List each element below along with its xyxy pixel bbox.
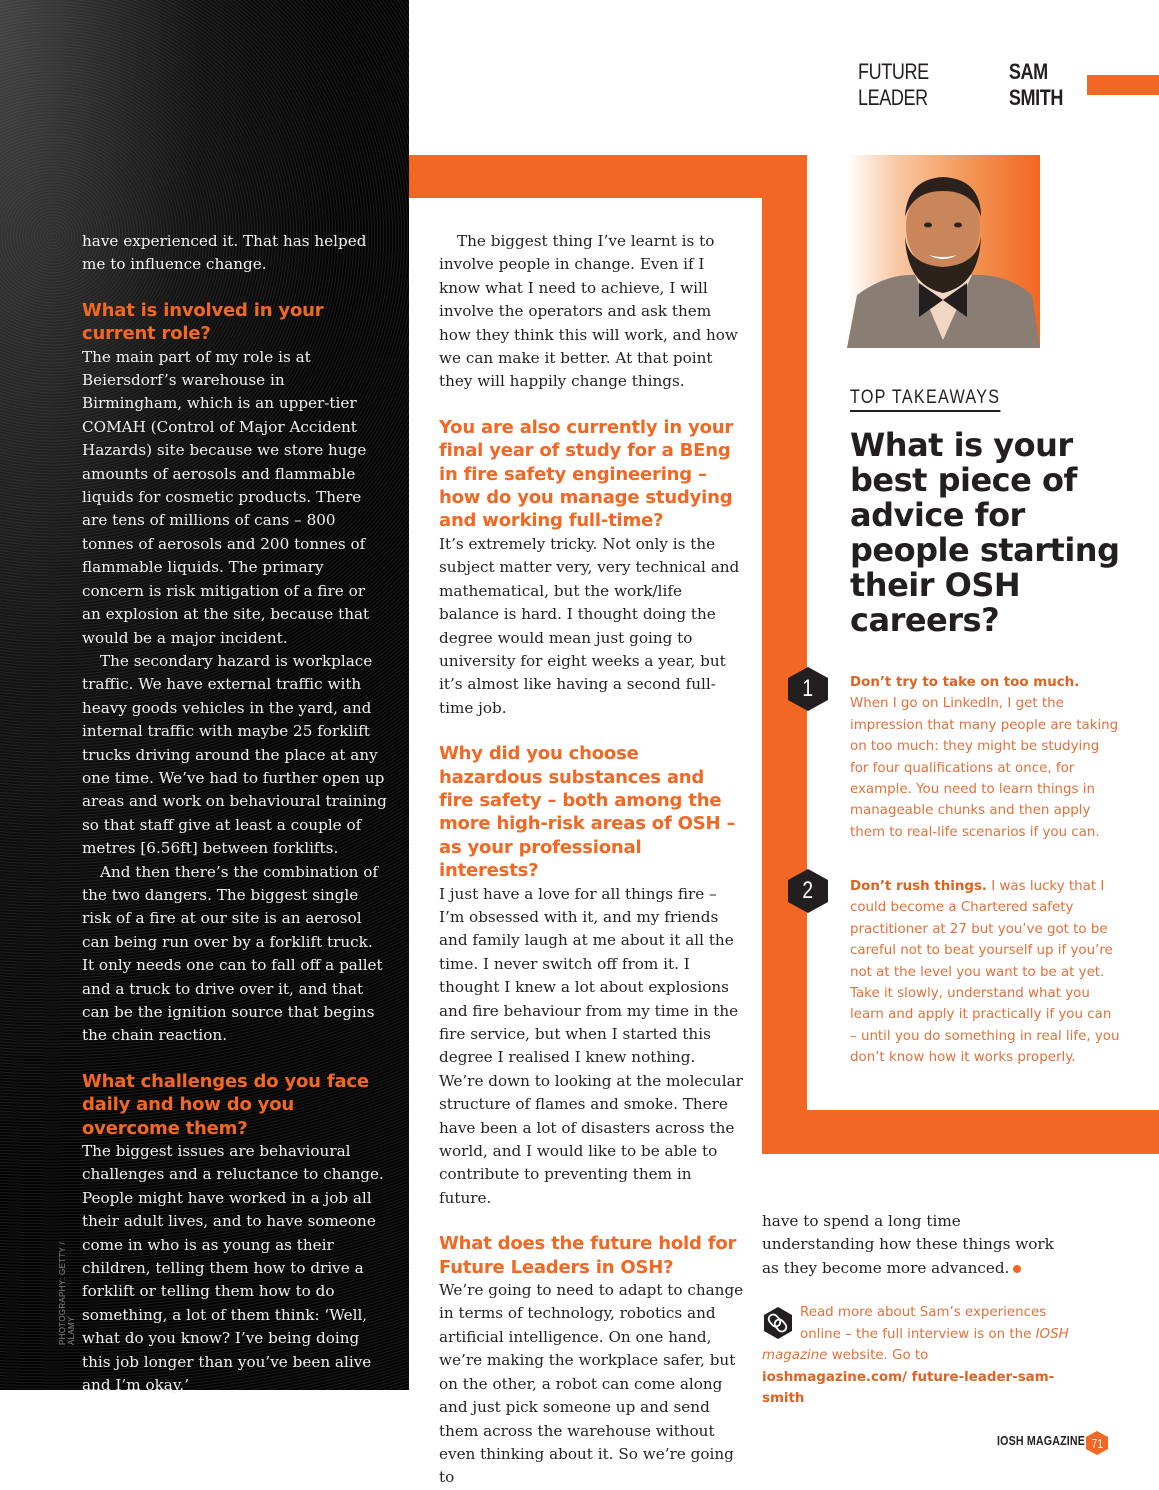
photo-credit: PHOTOGRAPHY: GETTY / ALAMY (58, 1241, 76, 1345)
section-label: FUTURE LEADER (858, 59, 929, 110)
answer-paragraph: We’re going to need to adapt to change in terms of technology, robotics and artificial intelligence. On one hand, we’re making the workplace safer, but on the other, a robot can come along and just pick someone up and send them across the warehouse without even thinking about it. So we’re going to (439, 1281, 744, 1487)
question-heading: What challenges do you face daily and how do you overcome them? (82, 1070, 369, 1139)
subject-name: SAM SMITH (1008, 59, 1063, 110)
person-portrait-icon (847, 155, 1040, 348)
running-head (858, 59, 1105, 110)
orange-frame-leg (762, 155, 807, 1154)
link-icon (762, 1306, 794, 1340)
intro-paragraph: have experienced it. That has helped me to influence change. (82, 232, 367, 274)
answer-paragraph: The biggest thing I’ve learnt is to involve people in change. Even if I know what I need to achieve, I will involve the operators and ask them how they think this will work, and how we can make it better. At that point they will happily change things. (439, 232, 738, 391)
tip-item (850, 672, 1120, 843)
page-number-badge: 71 (1085, 1430, 1109, 1456)
question-heading: You are also currently in your final year of study for a BEng in fire safety engineering – how do you manage studying and working full-time? (439, 416, 734, 532)
publication-name: IOSH MAGAZINE (997, 1433, 1086, 1448)
tip-body: When I go on LinkedIn, I get the impression that many people are taking on too much: they might be studying for four qualifications at once, for example. You need to learn things in manageable chunks and then apply them to real-life scenarios if you can. (850, 696, 1119, 840)
answer-paragraph: The main part of my role is at Beiersdorf’s warehouse in Birmingham, which is an upper-tier COMAH (Control of Major Accident Hazards) site because we store huge amounts of aerosols and flammable liquids for cosmetic products. There are tens of millions of cans – 800 tonnes of aerosols and 200 tonnes of flammable liquids. The primary concern is risk mitigation of a fire or an explosion at the site, because that would be a major incident. (82, 347, 370, 647)
orange-frame-bottom (762, 1110, 1159, 1154)
article-url-link[interactable]: ioshmagazine.com/ future-leader-sam-smith (762, 1369, 1055, 1407)
takeaways-label: TOP TAKEAWAYS (850, 387, 1000, 412)
question-heading: Why did you choose hazardous substances and fire safety – both among the more high-risk areas of OSH – as your professional interests? (439, 743, 736, 882)
answer-paragraph: The secondary hazard is workplace traffic. We have external traffic with heavy goods vehicles in the yard, and internal traffic with maybe 25 forklift trucks driving around the place at any one time. We’ve had to further open up areas and work on behavioural training so that staff give at least a couple of metres [6.56ft] between forklifts. (82, 651, 387, 858)
answer-paragraph: It’s extremely tricky. Not only is the subject matter very, very technical and mathematical, but the work/life balance is hard. I thought doing the degree would mean just going to university for eight weeks a year, but it’s almost like having a second full-time job. (439, 534, 740, 717)
left-column (82, 230, 387, 1398)
answer-paragraph: have to spend a long time understanding how these things work as they become more advanced. (762, 1212, 1054, 1277)
middle-column (439, 230, 744, 1490)
question-heading: What does the future hold for Future Leaders in OSH? (439, 1233, 737, 1278)
answer-paragraph: And then there’s the combination of the two dangers. The biggest single risk of a fire at our site is an aerosol can being run over by a forklift truck. It only needs one can to fall off a pallet and a truck to drive over it, and that can be the ignition source that begins the chain reaction. (82, 862, 383, 1045)
tip-number-badge: 1 (786, 666, 830, 712)
question-heading: What is involved in your current role? (82, 299, 324, 345)
right-column-continuation (762, 1210, 1072, 1280)
answer-paragraph: I just have a love for all things fire – I’m obsessed with it, and my friends and family laugh at me about it all the time. I never switch off from it. I thought I knew a lot about explosions and fire behaviour from my time in the fire service, but when I started this degree I realised I knew nothing. We’re down to looking at the molecular structure of flames and smoke. There have been a lot of disasters across the world, and I would like to be able to contribute to preventing them in future. (439, 884, 743, 1207)
tip-title: Don’t try to take on too much. (850, 675, 1080, 690)
end-mark-icon (1013, 1265, 1021, 1273)
tip-body: I was lucky that I could become a Chartered safety practitioner at 27 but you’ve got to be careful not to beat yourself up if you’re not at the level you want to be at yet. Take it slowly, understand what you learn and apply it practically if you can – until you do something in real life, you don’t know how it works properly. (850, 879, 1120, 1066)
read-more-box: Read more about Sam’s experiences online – the full interview is on the IOSH magazine website. Go to ioshmagazine.com/ future-leader-sam-smith (762, 1305, 1069, 1407)
tip-number-badge: 2 (786, 868, 830, 914)
answer-paragraph: The biggest issues are behavioural challenges and a reluctance to change. People might have worked in a job all their adult lives, and to have someone come in who is as young as their children, telling them how to drive a forklift or telling them how to do something, a lot of them think: ‘Well, what do you know? I’ve being doing this job longer than you’ve been alive and I’m okay.’ (82, 1142, 384, 1395)
tip-title: Don’t rush things. (850, 879, 987, 894)
tip-item (850, 876, 1120, 1069)
takeaways-question: What is your best piece of advice for people starting their OSH careers? (850, 426, 1120, 639)
portrait-photo (847, 155, 1040, 348)
orange-frame-top (409, 155, 807, 198)
header-accent-bar (1087, 75, 1159, 95)
